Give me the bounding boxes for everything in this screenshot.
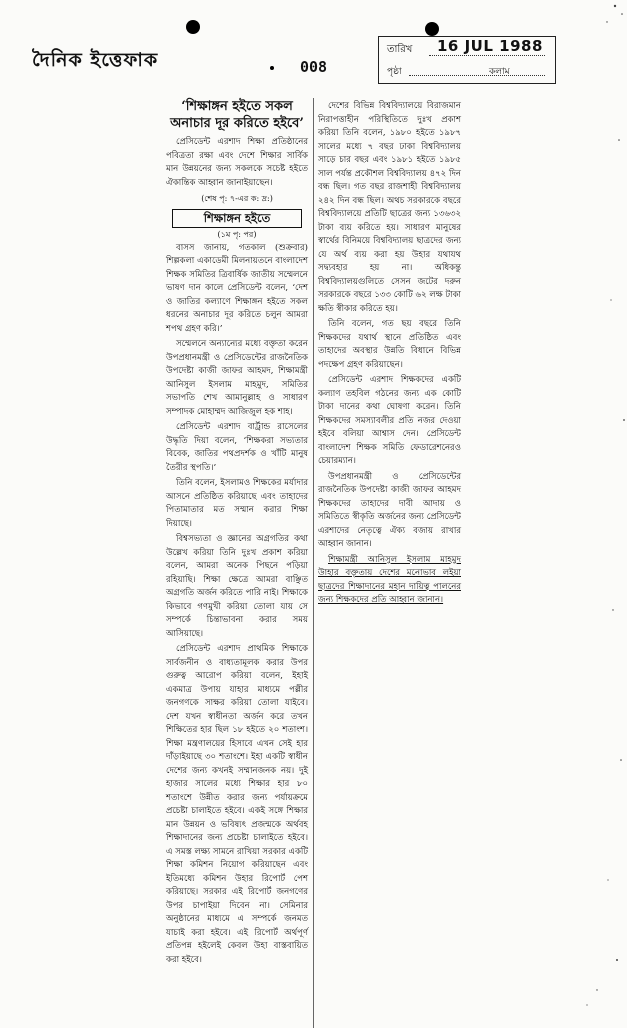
punch-hole-right xyxy=(425,22,439,36)
article-subhead: শিক্ষাঙ্গন হইতে xyxy=(172,209,302,228)
continuation-note: (শেষ পৃ: ৭-এর ক: দ্র:) xyxy=(201,194,273,203)
ink-dot xyxy=(270,66,274,70)
article-headline: ‘শিক্ষাঙ্গন হইতে সকল অনাচার দূর করিতে হইবে’ xyxy=(170,99,304,131)
column-2 xyxy=(318,100,461,610)
newspaper-masthead: দৈনিক ইত্তেফাক xyxy=(32,49,159,71)
article-paragraph: উপপ্রধানমন্ত্রী ও প্রেসিডেন্টের রাজনৈতিক উপদেষ্টা কাজী জাফর আহমদ শিক্ষকদের তাহাদের দাবী আদায় ও সমিতিতে স্বীকৃতি অর্জনের জন্য প্রেসিডেন্ট এরশাদের নেতৃত্বে ঐক্য বজায় রাখার আহ্বান জানান। xyxy=(318,471,461,549)
stamp-page-label: পৃষ্ঠা xyxy=(387,67,402,77)
page-number: 008 xyxy=(300,58,328,76)
article-paragraph: তিনি বলেন, গত ছয় বছরে তিনি শিক্ষকদের যথার্থ স্থানে প্রতিষ্ঠিত এবং তাহাদের অবস্থার উন্নতি বিধানে বিভিন্ন পদক্ষেপ গ্রহণ করিয়াছেন। xyxy=(318,319,461,370)
column-1 xyxy=(166,98,308,969)
column-divider xyxy=(313,98,314,1028)
article-paragraph: দেশের বিভিন্ন বিশ্ববিদ্যালয়ে বিরাজমান নিরাপত্তাহীন পরিস্থিতিতে দুঃখ প্রকাশ করিয়া তিনি বলেন, ১৯৮০ হইতে ১৯৮৭ সালের মধ্যে ৭ বছর ঢাকা বিশ্ববিদ্যালয় সাড়ে চার বছর এবং ১৯৮১ হইতে ১৯৮৫ সাল পর্যন্ত প্রকৌশল বিশ্ববিদ্যালয় ৪৭২ দিন বন্ধ ছিল। গত বছর রাজশাহী বিশ্ববিদ্যালয় ২৪২ দিন বন্ধ ছিল। অথচ সরকারকে বছরে বিশ্ববিদ্যালয়ে প্রতিটি ছাত্রের জন্য ১৩৬৩২ টাকা ব্যয় করিতে হয়। সাধারণ মানুষের স্বার্থের বিনিময়ে বিশ্ববিদ্যালয় ছাত্রদের জন্য যে অর্থ ব্যয় করা হয় উহার যথাযথ সদ্ব্যবহার হয় না। অধিকন্তু বিশ্ববিদ্যালয়গুলিতে সেসন জটের দরুন সরকারকে বছরে ১৩৩ কোটি ৬২ লক্ষ টাকা ক্ষতি স্বীকার করিতে হয়। xyxy=(318,101,461,314)
stamp-rule-2 xyxy=(409,75,545,76)
article-paragraph: বাসস জানায়, গতকাল (শুক্রবার) শিল্পকলা একাডেমী মিলনায়তনে বাংলাদেশ শিক্ষক সমিতির ত্রিবার্ষিক জাতীয় সম্মেলনে ভাষণ দান কালে প্রেসিডেন্ট বলেন, ‘দেশ ও জাতির কল্যাণে শিক্ষাঙ্গন হইতে সকল ধরনের অনাচার দূর করিতে চলুন আমরা শপথ গ্রহণ করি।’ xyxy=(166,242,308,334)
article-paragraph: তিনি বলেন, ইসলামও শিক্ষকের মর্যাদার আসনে প্রতিষ্ঠিত করিয়াছে এবং তাহাদের পিতামাতার মত সম্মান করার শিক্ষা দিয়াছে। xyxy=(166,478,308,529)
punch-hole-left xyxy=(186,20,200,34)
article-intro: প্রেসিডেন্ট এরশাদ শিক্ষা প্রতিষ্ঠানের পবিত্রতা রক্ষা এবং দেশে শিক্ষার সার্বিক মান উন্নয়নের জন্য সকলকে সচেষ্ট হইতে ঐকান্তিক আহ্বান জানাইয়াছেন। xyxy=(166,137,308,188)
archive-date-stamp xyxy=(378,36,556,84)
article-paragraph: প্রেসিডেন্ট এরশাদ প্রাথমিক শিক্ষাকে সার্বজনীন ও বাধ্যতামূলক করার উপর গুরুত্ব আরোপ করিয়া বলেন, ইহাই একমাত্র উপায় যাহার মাধ্যমে পল্লীর জনগণকে সাক্ষর করিয়া তোলা যাইবে। দেশ যখন স্বাধীনতা অর্জন করে তখন শিক্ষিতের হার ছিল ১৮ হইতে ২০ শতাংশ। শিক্ষা মন্ত্রণালয়ের হিসাবে এখন সেই হার দাঁড়াইয়াছে ৩০ শতাংশে। ইহা একটি স্বাধীন দেশের জন্য কখনই সম্মানজনক নয়। দুই হাজার সালের মধ্যে শিক্ষার হার ৮০ শতাংশে উন্নীত করার জন্য পর্যায়ক্রমে প্রচেষ্টা চালাইতে হইবে। একই সঙ্গে শিক্ষার মান উন্নয়ন ও ভবিষ্যৎ প্রজন্মকে অর্থবহ শিক্ষাদানের জন্য প্রচেষ্টা চালাইতে হইবে। এ সমস্ত লক্ষ্য সামনে রাখিয়া সরকার একটি শিক্ষা কমিশন নিয়োগ করিয়াছেন এবং ইতিমধ্যে কমিশন উহার রিপোর্ট পেশ করিয়াছে। সরকার এই রিপোর্ট জনগণের উপর চাপাইয়া দিবেন না। সেমিনার অনুষ্ঠানের মাধ্যমে এ সম্পর্কে জনমত যাচাই করা হইবে। এই রিপোর্ট অর্থপূর্ণ প্রতিপন্ন হইলেই কেবল উহা বাস্তবায়িত করা হইবে। xyxy=(166,644,308,965)
stamp-date-label: তারিখ xyxy=(387,44,413,55)
article-paragraph: বিশ্বসভ্যতা ও জ্ঞানের অগ্রগতির কথা উল্লেখ করিয়া তিনি দুঃখ প্রকাশ করিয়া বলেন, আমরা অনেক পিছনে পড়িয়া রহিয়াছি। শিক্ষা ক্ষেত্রে আমরা বাঞ্ছিত অগ্রগতি অর্জন করিতে পারি নাই। শিক্ষাকে কিভাবে গণমুখী করিয়া তোলা যায় সে সম্পর্কে চিন্তাভাবনা করার সময় আসিয়াছে। xyxy=(166,534,308,639)
article-paragraph: প্রেসিডেন্ট এরশাদ বার্ট্রান্ড রাসেলের উদ্ধৃতি দিয়া বলেন, ‘শিক্ষকরা সভ্যতার বিবেক, জাতির পথপ্রদর্শক ও খাঁটি মানুষ তৈরীর স্থপতি।’ xyxy=(166,422,308,473)
article-paragraph: শিক্ষামন্ত্রী আনিসুল ইসলাম মাহমুদ উাহার বক্তৃতায় দেশের মনোভাব লইয়া ছাত্রদের শিক্ষাদানের মহান দায়িত্ব পালনের জন্য শিক্ষকদের প্রতি আহ্বান জানান। xyxy=(318,554,461,605)
scan-noise xyxy=(567,0,627,1024)
subhead-note: (১ম পৃ: পর) xyxy=(217,229,257,239)
stamp-date-value: 16 JUL 1988 xyxy=(437,37,543,55)
stamp-column-label: কলাম xyxy=(489,67,510,77)
newspaper-clipping xyxy=(166,98,462,1026)
stamp-rule xyxy=(429,55,545,56)
article-paragraph: প্রেসিডেন্ট এরশাদ শিক্ষকদের একটি কল্যাণ তহবিল গঠনের জন্য এক কোটি টাকা দানের কথা ঘোষণা করেন। তিনি শিক্ষকদের সমস্যাবলীর প্রতি নজর দেওয়া হইবে বলিয়া আশ্বাস দেন। প্রেসিডেন্ট বাংলাদেশ শিক্ষক সমিতি ফেডারেশনেরও চেয়ারম্যান। xyxy=(318,375,461,466)
article-paragraph: সম্মেলনে অন্যান্যের মধ্যে বক্তৃতা করেন উপপ্রধানমন্ত্রী ও প্রেসিডেন্টের রাজনৈতিক উপদেষ্টা কাজী জাফর আহমদ, শিক্ষামন্ত্রী আনিসুল ইসলাম মাহমুদ, সমিতির সভাপতি শেখ আমানুল্লাহ ও সাধারণ সম্পাদক মোহাম্মদ আজিজুল হক শাহ। xyxy=(166,339,308,417)
